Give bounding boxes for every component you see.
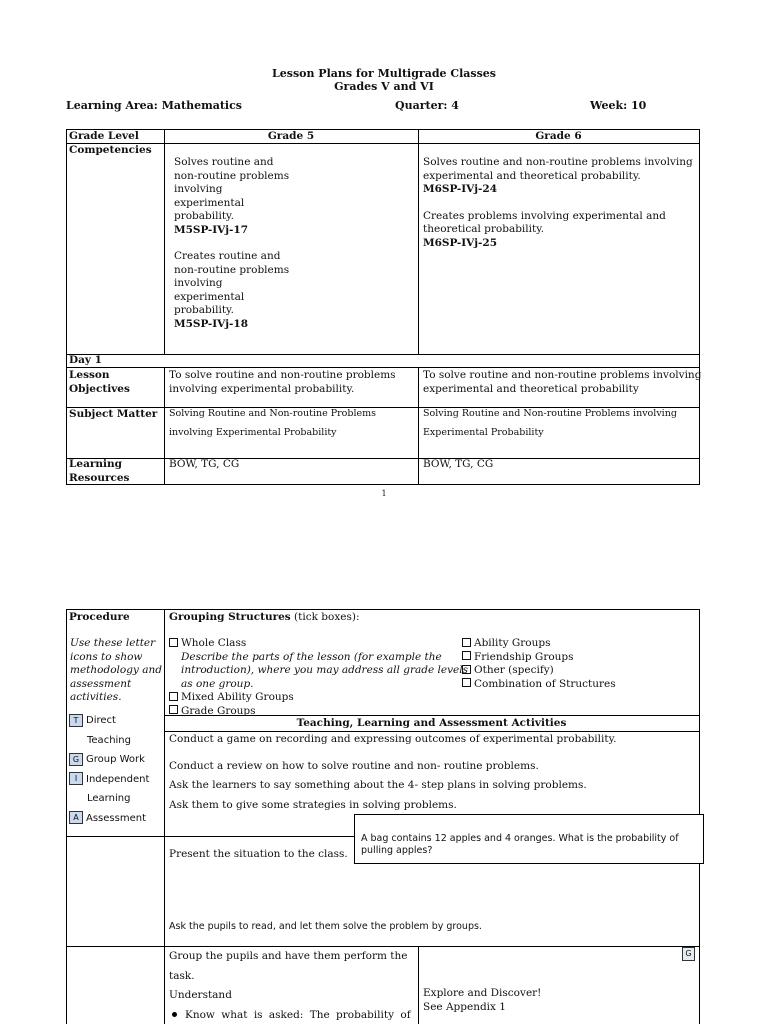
checkbox-icon (462, 651, 471, 660)
grade6-subject: Solving Routine and Non-routine Problems involving Experimental Probability (423, 404, 677, 442)
present-situation: Present the situation to the class. (169, 848, 348, 862)
option-ability-groups[interactable]: Ability Groups (462, 637, 616, 651)
option-grade-groups[interactable]: Grade Groups (169, 705, 468, 719)
checkbox-icon (169, 638, 178, 647)
grade6-code-1: M6SP-IVj-24 (423, 183, 693, 197)
learning-area: Learning Area: Mathematics (66, 99, 242, 112)
legend-direct-teaching: T Direct (69, 711, 149, 731)
procedure-label: Procedure (69, 611, 130, 625)
grouping-structures-heading: Grouping Structures (tick boxes): (169, 611, 360, 625)
activities-header: Teaching, Learning and Assessment Activities (164, 717, 699, 731)
explore-discover: Explore and Discover! See Appendix 1 (423, 987, 541, 1014)
objectives-label: Lesson Objectives (69, 369, 130, 396)
option-friendship-groups[interactable]: Friendship Groups (462, 651, 616, 665)
header-grade-5: Grade 5 (164, 130, 418, 144)
method-legend: T Direct Teaching G Group Work I Independent Learning A Assessment (69, 711, 149, 828)
direct-teaching-icon: T (69, 714, 83, 727)
checkbox-icon (462, 678, 471, 687)
activity-item: Conduct a game on recording and expressing outcomes of experimental probability. (169, 733, 616, 747)
week: Week: 10 (590, 99, 646, 112)
grade5-subject: Solving Routine and Non-routine Problems involving Experimental Probability (169, 404, 376, 442)
grade6-competency: Solves routine and non-routine problems involving experimental and theoretical probability. M6SP-IVj-24 Creates problems involving experimental and theoretical probability. M6SP-IVj-25 (423, 156, 693, 250)
header-grade-level: Grade Level (69, 130, 139, 144)
legend-assessment: A Assessment (69, 809, 149, 829)
group-work-marker-icon: G (682, 947, 695, 961)
ask-solve: Ask the pupils to read, and let them solve the problem by groups. (169, 920, 482, 934)
grade5-resources: BOW, TG, CG (169, 458, 239, 472)
activities-list (169, 733, 616, 812)
subject-matter-label: Subject Matter (69, 408, 157, 422)
grouping-options-left (169, 637, 468, 718)
page-number: 1 (0, 489, 768, 498)
grade6-objective: To solve routine and non-routine problems involving experimental and theoretical probability (423, 369, 701, 396)
document-subtitle: Grades V and VI (0, 80, 768, 93)
checkbox-icon (169, 692, 178, 701)
activity-item: Ask them to give some strategies in solving problems. (169, 799, 616, 813)
option-whole-class[interactable]: Whole Class (169, 637, 468, 651)
assessment-icon: A (69, 811, 83, 824)
header-grade-6: Grade 6 (418, 130, 699, 144)
option-mixed-ability[interactable]: Mixed Ability Groups (169, 691, 468, 705)
grade5-objective: To solve routine and non-routine problems involving experimental probability. (169, 369, 396, 396)
grade5-code-2: M5SP-IVj-18 (174, 318, 289, 332)
bullet-item: Know what is asked: The probability of (169, 1006, 411, 1025)
option-other[interactable]: Other (specify) (462, 664, 616, 678)
grade6-code-2: M6SP-IVj-25 (423, 237, 693, 251)
checkbox-icon (169, 705, 178, 714)
grade6-resources: BOW, TG, CG (423, 458, 493, 472)
grade5-competency-1: Solves routine and non-routine problems involving experimental probability. M5SP-IVj-17 Creates routine and non-routine problems involving experimental probability. M5SP-IVj-18 (174, 156, 289, 331)
activity-item: Conduct a review on how to solve routine and non- routine problems. (169, 760, 616, 774)
competencies-label: Competencies (69, 144, 152, 158)
option-combination[interactable]: Combination of Structures (462, 678, 616, 692)
legend-independent-learning: I Independent (69, 770, 149, 790)
group-work-icon: G (69, 753, 83, 766)
understand-label: Understand (169, 986, 411, 1006)
whole-class-description: Describe the parts of the lesson (for example the introduction), where you may address all grade levels as one group. (169, 651, 468, 692)
independent-learning-icon: I (69, 772, 83, 785)
day-label: Day 1 (69, 354, 102, 368)
legend-group-work: G Group Work (69, 750, 149, 770)
grade5-code-1: M5SP-IVj-17 (174, 224, 289, 238)
quarter: Quarter: 4 (395, 99, 459, 112)
grouping-options-right (462, 637, 616, 691)
problem-callout: A bag contains 12 apples and 4 oranges. What is the probability of pulling apples? (354, 814, 704, 864)
checkbox-icon (462, 665, 471, 674)
group-task: Group the pupils and have them perform the task. Understand Know what is asked: The probability of (169, 947, 411, 1025)
checkbox-icon (462, 638, 471, 647)
bullet-icon (172, 1012, 177, 1017)
document-title: Lesson Plans for Multigrade Classes (0, 67, 768, 80)
icons-note: Use these letter icons to show methodology and assessment activities. (70, 637, 162, 705)
appendix-ref: See Appendix 1 (423, 1001, 541, 1015)
resources-label: Learning Resources (69, 458, 129, 485)
activity-item: Ask the learners to say something about the 4- step plans in solving problems. (169, 779, 616, 793)
